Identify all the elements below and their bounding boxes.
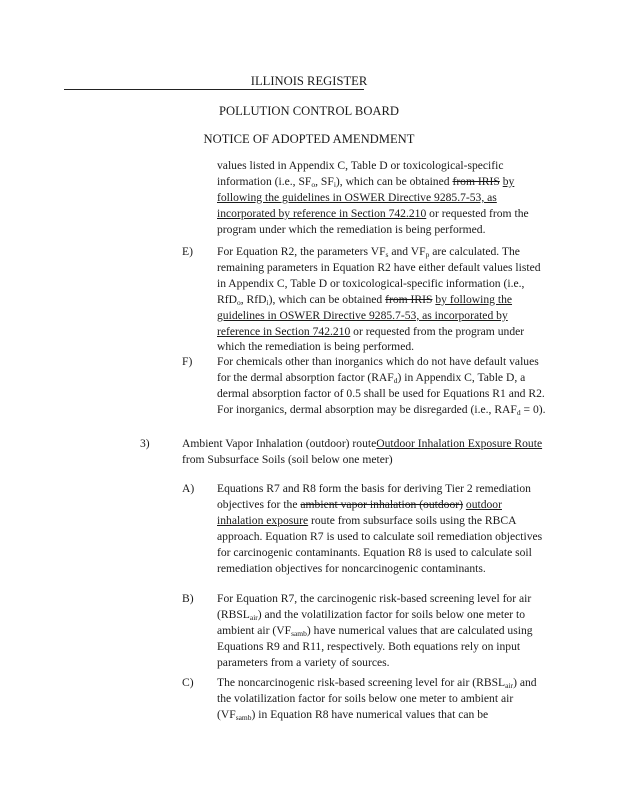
item-label-c: C) [182,676,194,689]
section-label-3: 3) [140,437,150,450]
item-f-paragraph: For chemicals other than inorganics which do not have default values for the dermal absorption factor $(RAF_d)$ in Appendix C, Table D, a dermal absorption factor of 0.5 shall be used for Equations R1 and R2. For inorganics, dermal absorption may be disregarded (i.e., $RAF_d = 0$). [217,355,546,417]
item-label-e: E) [182,245,193,258]
item-c-paragraph: The noncarcinogenic risk-based screening level for air $(RBSL_{air})$ and the volatilization factor for soils below one meter to ambient air $(VF_{samb})$ in Equation R8 have numerical values that can be [217,676,537,722]
item-label-f: F) [182,355,193,368]
section-3-heading: Ambient Vapor Inhalation (outdoor) routeOutdoor Inhalation Exposure Route from Subsurface Soils (soil below one meter) [182,437,543,466]
item-label-a: A) [182,482,195,495]
inserted-text: outdoor inhalation exposure [217,497,502,527]
inserted-text: Outdoor Inhalation Exposure Route [376,437,543,450]
board-title: POLLUTION CONTROL BOARD [218,104,400,118]
notice-title: NOTICE OF ADOPTED AMENDMENT [203,132,415,146]
item-label-b: B) [182,592,194,605]
deleted-text: ambient vapor inhalation (outdoor) [300,497,463,511]
deleted-text: from IRIS [385,292,433,306]
header-rule [64,89,364,90]
register-title: ILLINOIS REGISTER [250,74,368,88]
item-a-paragraph: Equations R7 and R8 form the basis for deriving Tier 2 remediation objectives for the ambient vapor inhalation (outdoor) outdoor inhalation exposure route from subsurface soils using the RBCA approach. Equation R7 is used to calculate soil remediation objectives for carcinogenic contaminants. Equation R8 is used to calculate soil remediation objectives for noncarcinogenic contaminants. [217,482,543,575]
continuation-paragraph: values listed in Appendix C, Table D or toxicological-specific information (i.e., $SF_o$, $SF_i$), which can be obtained from IRIS by following the guidelines in OSWER Directive 9285.7-53, as incorporated by reference in Section 742.210 or requested from the program under which the remediation is being performed. [217,159,529,236]
inserted-text: by following the guidelines in OSWER Directive 9285.7-53, as incorporated by reference in Section 742.210 [217,292,513,338]
deleted-text: from IRIS [452,174,500,188]
item-b-paragraph: For Equation R7, the carcinogenic risk-based screening level for air $(RBSL_{air})$ and the volatilization factor for soils below one meter to ambient air $(VF_{samb})$ have numerical values that are calculated using Equations R9 and R11, respectively. Both equations rely on input parameters from a variety of sources. [217,592,533,669]
item-e-paragraph: For Equation R2, the parameters $VF_s$ and $VF_p$ are calculated. The remaining parameters in Equation R2 have either default values listed in Appendix C, Table D or toxicological-specific information (i.e., RfD$_o$, RfD$_i$), which can be obtained from IRIS by following the guidelines in OSWER Directive 9285.7-53, as incorporated by reference in Section 742.210 or requested from the program under which the remediation is being performed. [217,245,541,354]
inserted-text: by following the guidelines in OSWER Directive 9285.7-53, as incorporated by reference in Section 742.210 [217,174,515,220]
